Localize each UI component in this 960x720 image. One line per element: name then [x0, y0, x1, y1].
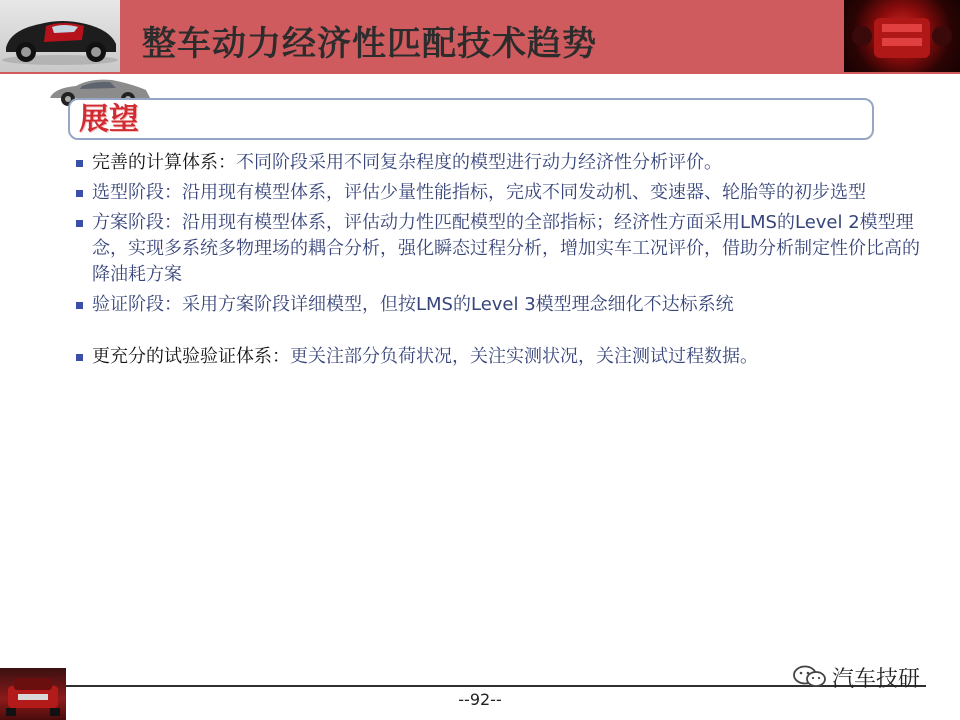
bullet-lead: 完善的计算体系：: [92, 152, 236, 173]
header-car-image: [0, 0, 120, 72]
bullet-text: 验证阶段：采用方案阶段详细模型，但按LMS的Level 3模型理念细化不达标系统: [92, 294, 734, 315]
list-item: [76, 150, 936, 176]
wechat-icon: [792, 664, 828, 688]
bullet-list: [76, 150, 936, 374]
engine-image: [844, 0, 960, 72]
bullet-square-icon: [76, 220, 83, 227]
section-header-box: [68, 98, 874, 140]
list-item: [76, 292, 936, 318]
bullet-square-icon: [76, 160, 83, 167]
bullet-square-icon: [76, 354, 83, 361]
bullet-text: 选型阶段：沿用现有模型体系，评估少量性能指标，完成不同发动机、变速器、轮胎等的初步选型: [92, 182, 866, 203]
section-title: 展望: [79, 102, 139, 137]
bullet-text: 更关注部分负荷状况，关注实测状况，关注测试过程数据。: [290, 346, 758, 367]
list-item: [76, 210, 936, 288]
bullet-square-icon: [76, 302, 83, 309]
bullet-lead: 更充分的试验验证体系：: [92, 346, 290, 367]
list-item: [76, 180, 936, 206]
page-number: --92--: [458, 690, 502, 709]
bullet-text: 不同阶段采用不同复杂程度的模型进行动力经济性分析评价。: [236, 152, 722, 173]
page-title: 整车动力经济性匹配技术趋势: [142, 24, 597, 64]
list-item: [76, 344, 936, 370]
bullet-text: 方案阶段：沿用现有模型体系，评估动力性匹配模型的全部指标；经济性方面采用LMS的Level 2模型理念，实现多系统多物理场的耦合分析，强化瞬态过程分析，增加实车工况评价，借助分析制定性价比高的降油耗方案: [92, 212, 920, 285]
watermark-text: 汽车技研: [832, 667, 921, 692]
header-bar: [0, 0, 960, 74]
bullet-square-icon: [76, 190, 83, 197]
